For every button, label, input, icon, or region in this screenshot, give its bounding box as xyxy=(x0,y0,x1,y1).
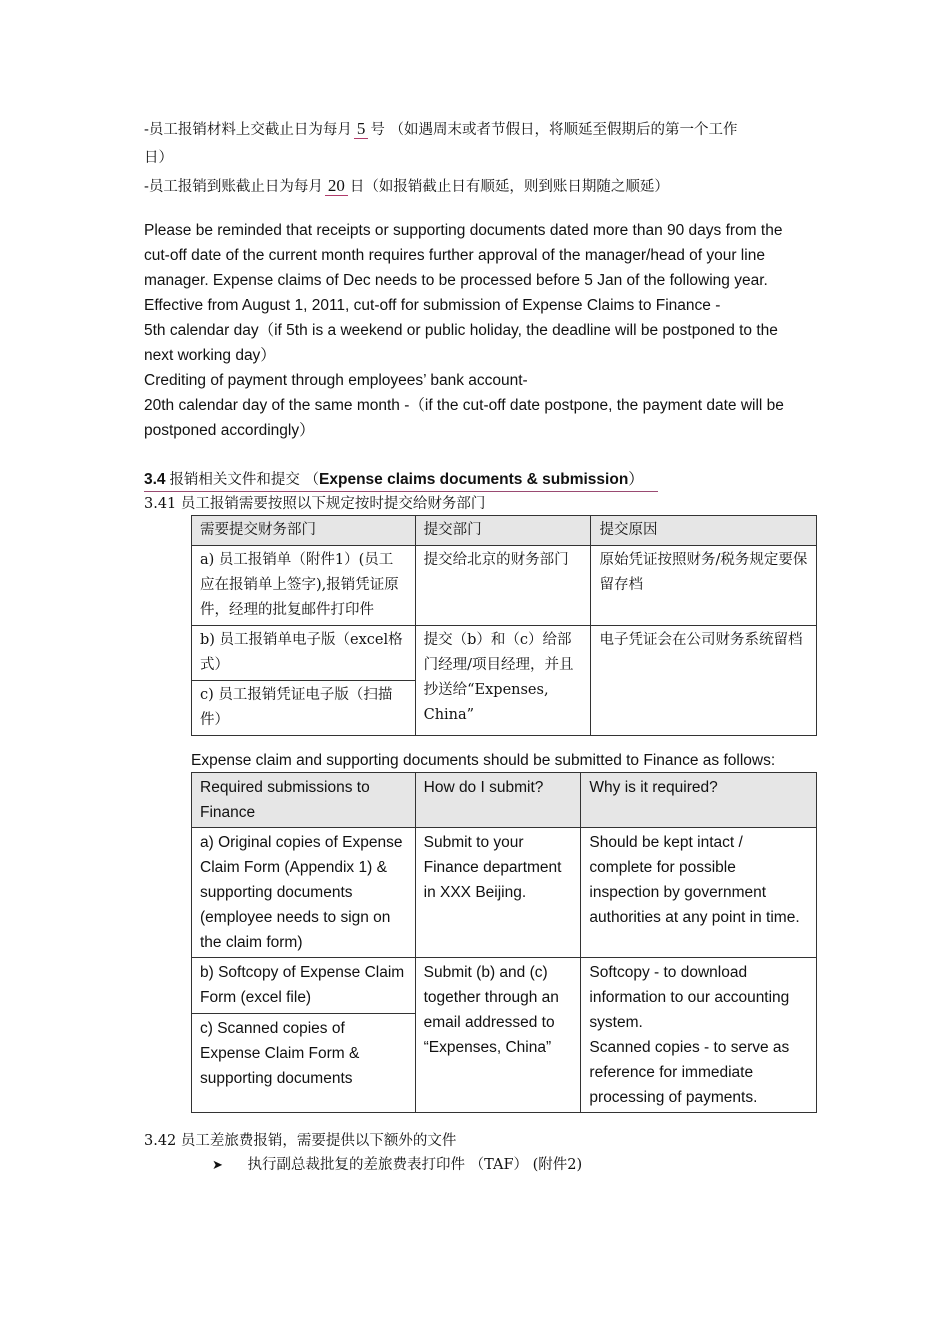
intro-en-line-3: manager. Expense claims of Dec needs to be processed before 5 Jan of the following year. xyxy=(144,272,768,289)
intro-en-line-8: 20th calendar day of the same month -（if the cut-off date postpone, the payment date will be xyxy=(144,397,784,414)
subsection-342: 3.42 员工差旅费报销，需要提供以下额外的文件 xyxy=(144,1133,457,1149)
section-title-en: Expense claims documents & submission xyxy=(319,471,629,488)
intro-en-line-9: postponed accordingly） xyxy=(144,422,315,439)
table-cell: 提交（b）和（c）给部门经理/项目经理，并且抄送给“Expenses, China” xyxy=(415,626,591,736)
payment-day-number: 20 xyxy=(325,177,348,196)
subsection-341: 3.41 员工报销需要按照以下规定按时提交给财务部门 xyxy=(144,496,486,512)
table-cell xyxy=(581,958,817,1113)
table-en-caption: Expense claim and supporting documents should be submitted to Finance as follows: xyxy=(191,752,776,769)
intro-en-line-4: Effective from August 1, 2011, cut-off for submission of Expense Claims to Finance - xyxy=(144,297,721,314)
table-cell: 原始凭证按照财务/税务规定要保留存档 xyxy=(591,546,817,626)
table-cell: b) 员工报销单电子版（excel格式） xyxy=(192,626,416,681)
table-cell: 电子凭证会在公司财务系统留档 xyxy=(591,626,817,736)
payment-cutoff-line xyxy=(144,175,669,200)
table-header-row xyxy=(192,773,817,828)
submission-table-en xyxy=(191,772,817,1113)
bullet-item xyxy=(212,1154,582,1177)
table-cell: b) Softcopy of Expense Claim Form (excel file) xyxy=(192,958,416,1014)
arrow-bullet-icon: ➤ xyxy=(212,1158,223,1173)
section-number: 3.4 xyxy=(144,471,166,488)
table-header-row xyxy=(192,516,817,546)
table-row xyxy=(192,626,817,681)
cutoff-submission-prefix: -员工报销材料上交截止日为每月 xyxy=(144,122,352,138)
table-cell: 提交给北京的财务部门 xyxy=(415,546,591,626)
intro-en-line-1: Please be reminded that receipts or supporting documents dated more than 90 days from the xyxy=(144,222,783,239)
cutoff-submission-line xyxy=(144,118,738,143)
header-cell: How do I submit? xyxy=(415,773,581,828)
table-cell: Submit to your Finance department in XXX Beijing. xyxy=(415,828,581,958)
reason-softcopy: Softcopy - to download information to our accounting system. xyxy=(589,964,790,1031)
payment-cutoff-prefix: -员工报销到账截止日为每月 xyxy=(144,179,323,195)
intro-en-line-7: Crediting of payment through employees’ bank account- xyxy=(144,372,528,389)
cutoff-submission-wrap: 日） xyxy=(144,150,173,166)
table-cell: a) Original copies of Expense Claim Form (Appendix 1) & supporting documents (employee needs to sign on the claim form) xyxy=(192,828,416,958)
intro-en-line-6: next working day） xyxy=(144,347,276,364)
reason-scanned: Scanned copies - to serve as reference for immediate processing of payments. xyxy=(589,1039,790,1106)
table-cell: c) 员工报销凭证电子版（扫描件） xyxy=(192,681,416,736)
bullet-text: 执行副总裁批复的差旅费表打印件 （TAF） (附件2) xyxy=(247,1157,583,1173)
cutoff-day-number: 5 xyxy=(354,120,369,139)
payment-cutoff-suffix: 日（如报销截止日有顺延，则到账日期随之顺延） xyxy=(349,179,669,195)
header-cell: 提交部门 xyxy=(415,516,591,546)
section-title-close: ） xyxy=(628,470,644,488)
cutoff-submission-suffix: 号 （如遇周末或者节假日，将顺延至假期后的第一个工作 xyxy=(370,122,738,138)
table-row xyxy=(192,546,817,626)
header-cell: Why is it required? xyxy=(581,773,817,828)
table-cell: c) Scanned copies of Expense Claim Form & supporting documents xyxy=(192,1013,416,1112)
header-cell: Required submissions to Finance xyxy=(192,773,416,828)
header-cell: 提交原因 xyxy=(591,516,817,546)
table-cell: Should be kept intact / complete for possible inspection by government authorities at any point in time. xyxy=(581,828,817,958)
intro-en-line-2: cut-off date of the current month requires further approval of the manager/head of your line xyxy=(144,247,765,264)
table-row xyxy=(192,958,817,1014)
submission-table-cn xyxy=(191,515,817,736)
table-cell: a) 员工报销单（附件1）(员工应在报销单上签字),报销凭证原件，经理的批复邮件打印件 xyxy=(192,546,416,626)
table-row xyxy=(192,828,817,958)
section-title-cn: 报销相关文件和提交 （ xyxy=(169,472,320,488)
header-cell: 需要提交财务部门 xyxy=(192,516,416,546)
intro-en-line-5: 5th calendar day（if 5th is a weekend or public holiday, the deadline will be postponed to the xyxy=(144,322,778,339)
table-cell: Submit (b) and (c) together through an email addressed to “Expenses, China” xyxy=(415,958,581,1113)
section-heading xyxy=(144,468,658,492)
